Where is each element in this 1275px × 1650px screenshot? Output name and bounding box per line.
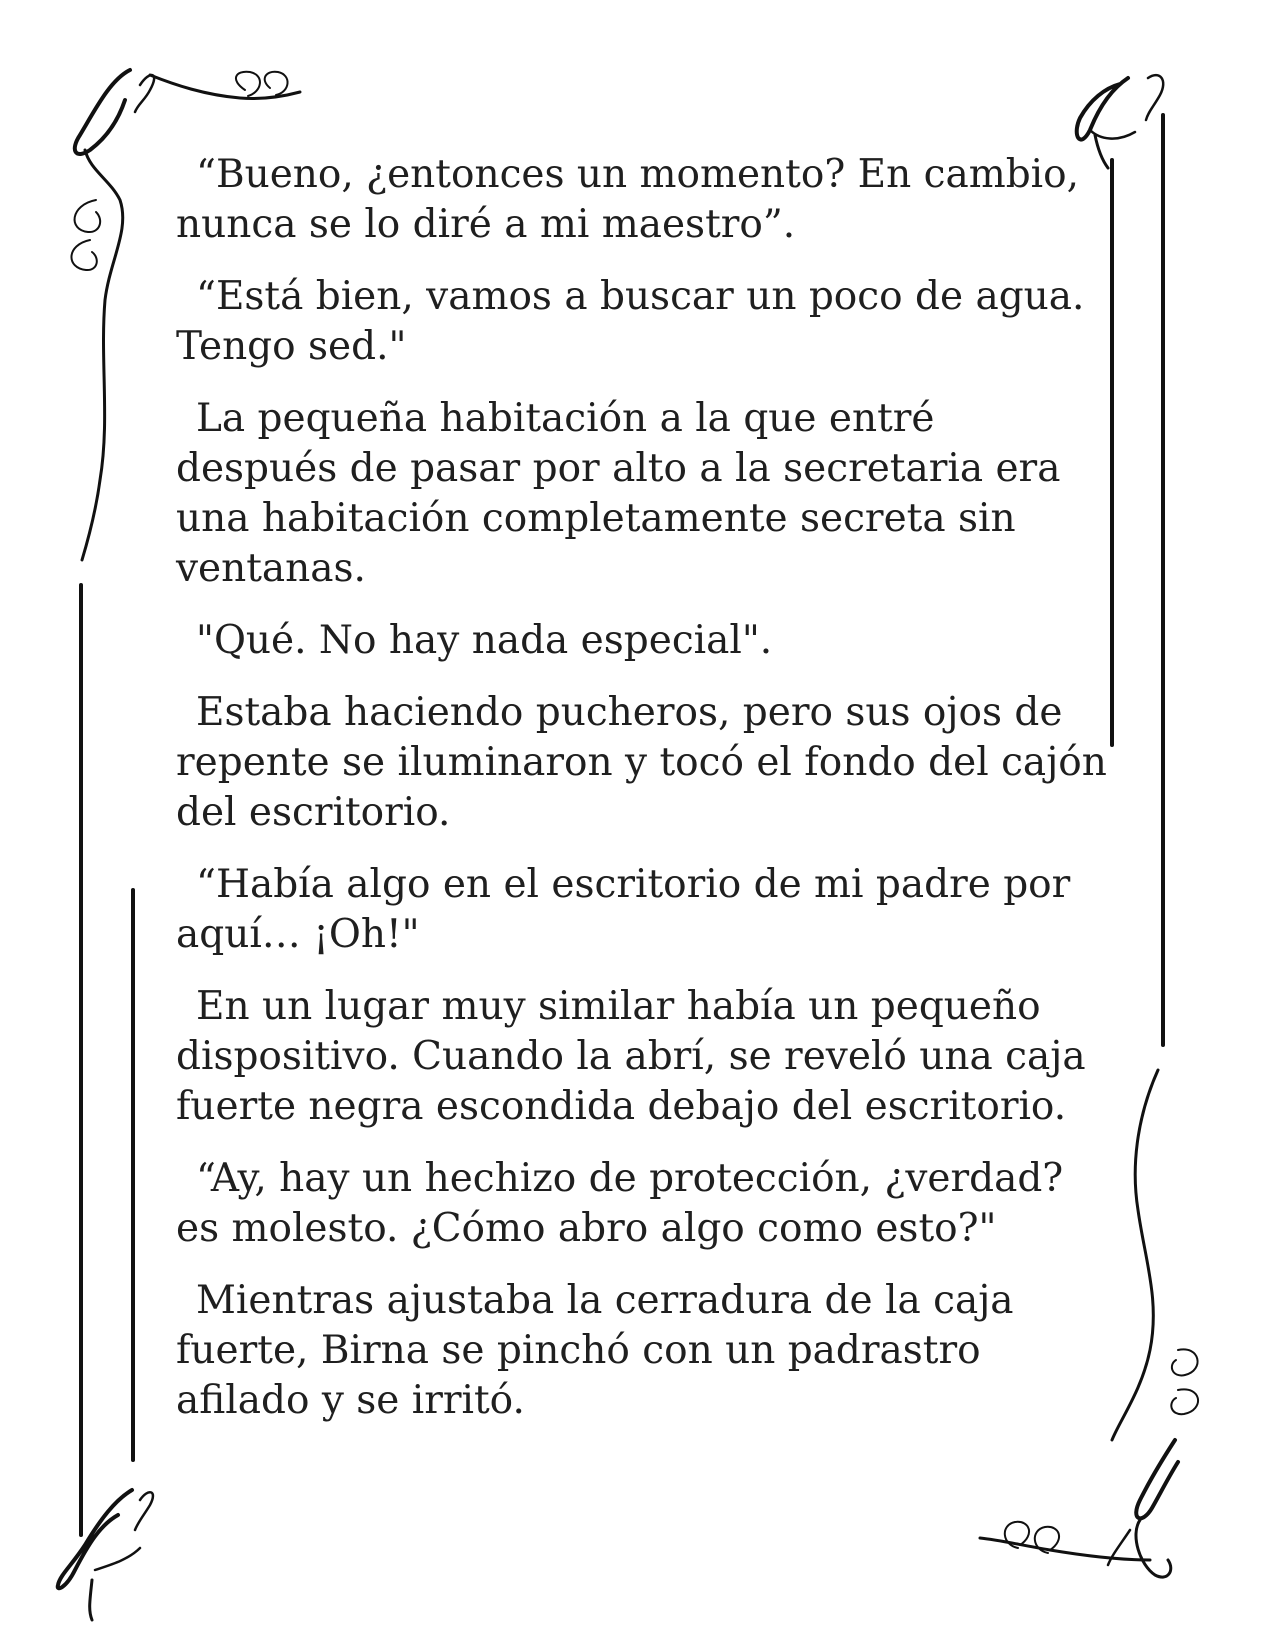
paragraph-2 [176, 272, 1085, 372]
paragraph-3 [176, 394, 1076, 594]
text-line: “Había algo en el escritorio de mi padre por [196, 862, 1071, 907]
text-line: fuerte, Birna se pinchó con un padrastro [176, 1328, 981, 1373]
paragraph-4 [176, 616, 1076, 666]
text-line: Tengo sed." [176, 324, 407, 369]
paragraph-5 [176, 688, 1107, 838]
paragraph-9 [176, 1276, 1076, 1426]
paragraph-6 [176, 860, 1076, 960]
text-line: fuerte negra escondida debajo del escritorio. [176, 1084, 1067, 1129]
text-line: "Qué. No hay nada especial". [196, 618, 773, 663]
paragraph-7 [176, 982, 1086, 1132]
paragraph-8 [176, 1154, 1076, 1254]
text-line: En un lugar muy similar había un pequeño [196, 984, 1041, 1029]
text-line: dispositivo. Cuando la abrí, se reveló una caja [176, 1034, 1086, 1079]
text-line: “Bueno, ¿entonces un momento? En cambio, [196, 152, 1080, 197]
text-line: afilado y se irritó. [176, 1378, 525, 1423]
paragraph-1 [176, 150, 1080, 250]
text-line: Estaba haciendo pucheros, pero sus ojos de [196, 690, 1063, 735]
text-line: una habitación completamente secreta sin [176, 496, 1016, 541]
text-line: es molesto. ¿Cómo abro algo como esto?" [176, 1206, 997, 1251]
text-line: Mientras ajustaba la cerradura de la caja [196, 1278, 1014, 1323]
text-line: nunca se lo diré a mi maestro”. [176, 202, 796, 247]
text-line: del escritorio. [176, 790, 451, 835]
text-line: ventanas. [176, 546, 366, 591]
text-line: aquí… ¡Oh!" [176, 912, 420, 957]
text-line: “Ay, hay un hechizo de protección, ¿verdad? [196, 1156, 1064, 1201]
text-line: repente se iluminaron y tocó el fondo del cajón [176, 740, 1107, 785]
flourish-bottom-left-icon [58, 1490, 153, 1620]
body-text [176, 150, 1107, 1448]
text-line: “Está bien, vamos a buscar un poco de agua. [196, 274, 1085, 319]
text-line: La pequeña habitación a la que entré [196, 396, 935, 441]
text-line: después de pasar por alto a la secretaria era [176, 446, 1061, 491]
flourish-top-right-icon [1077, 75, 1163, 168]
